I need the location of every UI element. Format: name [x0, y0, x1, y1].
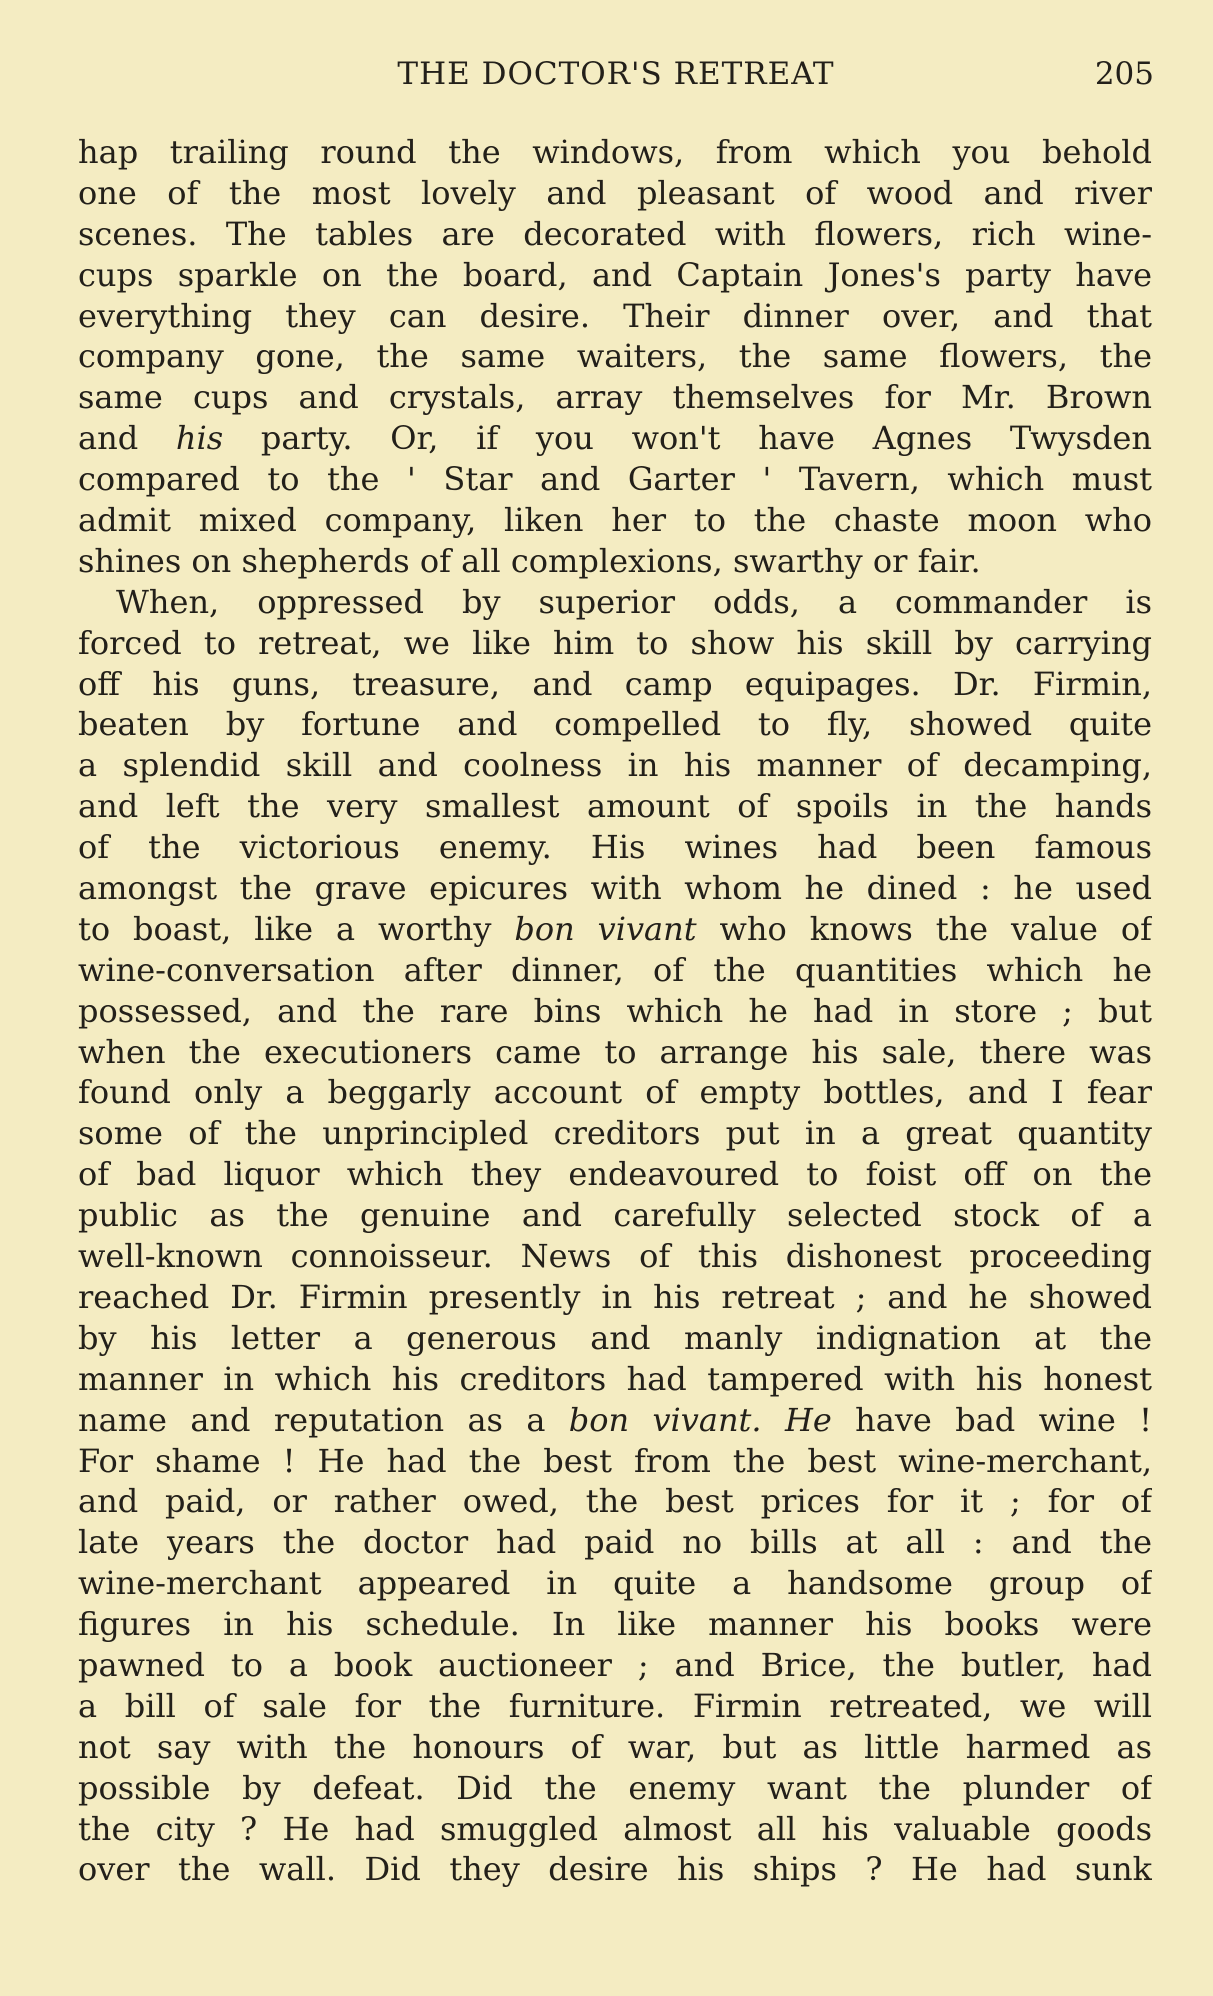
text-line: over the wall. Did they desire his ships ? He had sunk	[78, 1850, 1152, 1889]
text-line	[78, 1400, 1152, 1441]
text-line: late years the doctor had paid no bills at all : and the	[78, 1523, 1152, 1562]
italic-text: bon vivant	[514, 909, 697, 948]
italic-text: bon vivant.	[568, 1400, 762, 1439]
text-line: reached Dr. Firmin presently in his retreat ; and he showed	[78, 1277, 1152, 1316]
text-line: wine-merchant appeared in quite a handsome group of	[78, 1564, 1152, 1603]
text-line: same cups and crystals, array themselves for Mr. Brown	[78, 378, 1152, 417]
text-line: amongst the grave epicures with whom he dined : he used	[78, 869, 1152, 908]
body-text	[78, 132, 1152, 1890]
text-line: one of the most lovely and pleasant of wood and river	[78, 173, 1152, 212]
text-line: manner in which his creditors had tampered with his honest	[78, 1359, 1152, 1398]
text-line: hap trailing round the windows, from which you behold	[78, 133, 1152, 171]
text-line: pawned to a book auctioneer ; and Brice, the butler, had	[78, 1645, 1152, 1684]
text-segment: name and reputation as a	[78, 1400, 569, 1439]
italic-text: his	[175, 419, 224, 458]
text-line: by his letter a generous and manly indignation at the	[78, 1318, 1152, 1357]
text-line: the city ? He had smuggled almost all his valuable goods	[78, 1809, 1152, 1848]
running-title: THE DOCTOR'S RETREAT	[397, 56, 835, 92]
text-line: admit mixed company, liken her to the chaste moon who	[78, 501, 1152, 540]
text-line: cups sparkle on the board, and Captain Jones's party have	[78, 255, 1152, 294]
text-line: everything they can desire. Their dinner over, and that	[78, 296, 1152, 335]
text-line: some of the unprincipled creditors put in a great quantity	[78, 1114, 1152, 1153]
text-line: a bill of sale for the furniture. Firmin retreated, we will	[78, 1686, 1152, 1725]
text-line: shines on shepherds of all complexions, swarthy or fair.	[78, 541, 981, 580]
text-line: When, oppressed by superior odds, a commander is	[116, 582, 1152, 621]
text-line: of the victorious enemy. His wines had been famous	[78, 828, 1152, 867]
text-segment: party. Or, if you won't have Agnes Twysden	[223, 419, 1152, 458]
text-segment: and	[78, 419, 176, 458]
text-segment: who knows the value of	[696, 909, 1152, 948]
text-line: For shame ! He had the best from the best wine-merchant,	[78, 1441, 1152, 1480]
text-line: and left the very smallest amount of spoils in the hands	[78, 787, 1152, 826]
text-line: when the executioners came to arrange his sale, there was	[78, 1032, 1152, 1071]
text-line: off his guns, treasure, and camp equipages. Dr. Firmin,	[78, 664, 1152, 703]
text-line: forced to retreat, we like him to show his skill by carrying	[78, 623, 1152, 662]
page-number: 205	[1094, 56, 1154, 92]
text-segment: to boast, like a worthy	[78, 909, 515, 948]
text-line: beaten by fortune and compelled to fly, showed quite	[78, 705, 1152, 744]
text-line: compared to the ' Star and Garter ' Tavern, which must	[78, 460, 1152, 499]
text-line	[78, 909, 1152, 950]
running-head	[78, 56, 1154, 96]
text-line: possessed, and the rare bins which he had in store ; but	[78, 991, 1152, 1030]
italic-text: He	[784, 1400, 832, 1439]
text-segment	[762, 1401, 785, 1439]
text-line: a splendid skill and coolness in his manner of decamping,	[78, 746, 1152, 785]
text-line: wine-conversation after dinner, of the quantities which he	[78, 950, 1152, 989]
text-line: company gone, the same waiters, the same flowers, the	[78, 337, 1152, 376]
text-line: public as the genuine and carefully selected stock of a	[78, 1196, 1152, 1235]
text-line: found only a beggarly account of empty bottles, and I fear	[78, 1073, 1152, 1112]
text-line: of bad liquor which they endeavoured to foist off on the	[78, 1155, 1152, 1194]
text-line: figures in his schedule. In like manner his books were	[78, 1605, 1152, 1644]
text-line: and paid, or rather owed, the best prices for it ; for of	[78, 1482, 1152, 1521]
text-line: well-known connoisseur. News of this dishonest proceeding	[78, 1237, 1152, 1276]
text-segment: have bad wine !	[831, 1400, 1152, 1439]
text-line: not say with the honours of war, but as little harmed as	[78, 1727, 1152, 1766]
text-line: scenes. The tables are decorated with flowers, rich wine-	[78, 214, 1152, 253]
text-line: possible by defeat. Did the enemy want the plunder of	[78, 1768, 1152, 1807]
text-line	[78, 418, 1152, 459]
